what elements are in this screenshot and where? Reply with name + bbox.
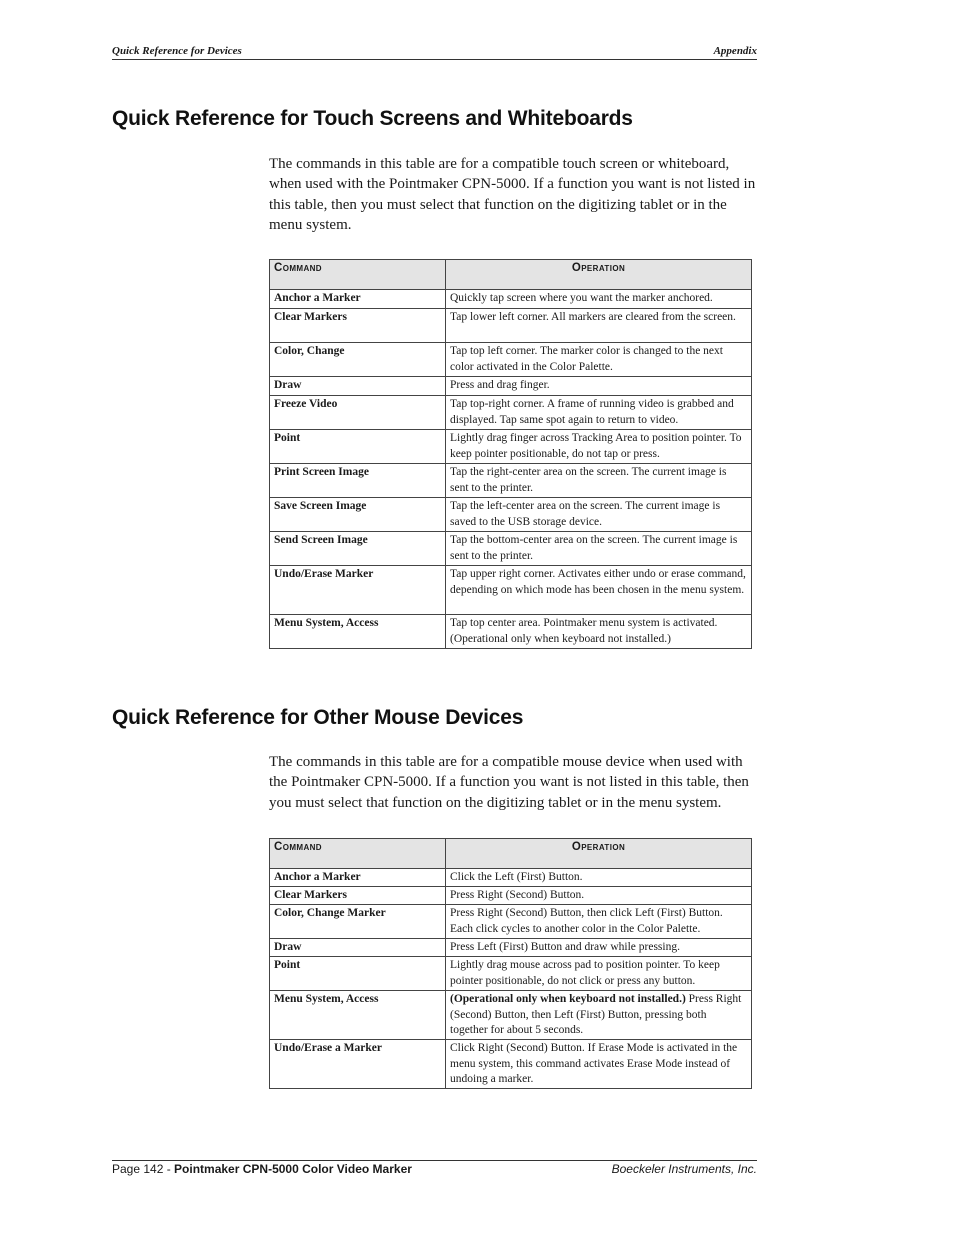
command-cell: Clear Markers [270,309,446,343]
table-row [270,290,752,309]
table-row [270,566,752,615]
table-row [270,377,752,396]
command-cell: Color, Change [270,343,446,377]
operation-cell: Tap the bottom-center area on the screen. The current image is sent to the printer. [446,532,752,566]
mouse-commands-table [269,838,752,1089]
table-row [270,464,752,498]
column-header-command: Command [270,260,446,290]
table-row [270,532,752,566]
section-title-touch-screens: Quick Reference for Touch Screens and Whiteboards [112,107,633,130]
command-cell: Anchor a Marker [270,290,446,309]
command-cell: Clear Markers [270,887,446,905]
running-header [112,43,757,60]
operation-cell: Press and drag finger. [446,377,752,396]
touch-screen-commands-table [269,259,752,649]
operation-cell: Tap lower left corner. All markers are cleared from the screen. [446,309,752,343]
operation-text: Press Right (Second) Button, then Left (First) Button, pressing both together for about 5 seconds. [450,993,742,1036]
table-row [270,343,752,377]
command-cell: Draw [270,377,446,396]
section-intro-touch-screens: The commands in this table are for a compatible touch screen or whiteboard, when used with the Pointmaker CPN-5000. If a function you want is not listed in this table, then you must select that function on the digitizing tablet or in the menu system. [269,156,756,233]
table-row [270,615,752,649]
section-intro-mouse-devices: The commands in this table are for a compatible mouse device when used with the Pointmaker CPN-5000. If a function you want is not listed in this table, then you must select that function on the digitizing tablet or in the menu system. [269,754,749,811]
table-row [270,1040,752,1089]
table-row [270,396,752,430]
command-cell: Freeze Video [270,396,446,430]
footer-page-info [112,1162,412,1176]
footer-company: Boeckeler Instruments, Inc. [611,1162,757,1176]
command-cell: Point [270,430,446,464]
footer-page-number: Page 142 - [112,1162,175,1176]
header-chapter: Appendix [713,45,757,57]
section-title-mouse-devices: Quick Reference for Other Mouse Devices [112,706,524,729]
operation-cell: Tap top left corner. The marker color is changed to the next color activated in the Color Palette. [446,343,752,377]
operation-cell [446,991,752,1040]
operation-cell: Click Right (Second) Button. If Erase Mode is activated in the menu system, this command activates Erase Mode instead of undoing a marker. [446,1040,752,1089]
command-cell: Send Screen Image [270,532,446,566]
table-row [270,309,752,343]
command-cell: Draw [270,939,446,957]
table-row [270,869,752,887]
operation-note-bold: (Operational only when keyboard not installed.) [450,993,686,1005]
header-section-title: Quick Reference for Devices [112,45,242,57]
table-row [270,498,752,532]
table-row [270,905,752,939]
footer-product-name: Pointmaker CPN-5000 Color Video Marker [174,1162,412,1176]
table-row [270,430,752,464]
operation-cell: Quickly tap screen where you want the marker anchored. [446,290,752,309]
operation-cell: Tap top center area. Pointmaker menu system is activated. (Operational only when keyboard not installed.) [446,615,752,649]
operation-cell: Click the Left (First) Button. [446,869,752,887]
table-row [270,991,752,1040]
table-row [270,887,752,905]
operation-cell: Lightly drag mouse across pad to position pointer. To keep pointer positionable, do not click or press any button. [446,957,752,991]
command-cell: Menu System, Access [270,615,446,649]
table-row [270,939,752,957]
table-row [270,957,752,991]
operation-cell: Press Right (Second) Button, then click Left (First) Button. Each click cycles to another color in the Color Palette. [446,905,752,939]
operation-cell: Tap top-right corner. A frame of running video is grabbed and displayed. Tap same spot again to return to video. [446,396,752,430]
command-cell: Color, Change Marker [270,905,446,939]
operation-cell: Press Left (First) Button and draw while pressing. [446,939,752,957]
command-cell: Undo/Erase a Marker [270,1040,446,1089]
command-cell: Menu System, Access [270,991,446,1040]
table-header-row [270,260,752,290]
column-header-command: Command [270,839,446,869]
command-cell: Point [270,957,446,991]
command-cell: Print Screen Image [270,464,446,498]
operation-cell: Tap the left-center area on the screen. The current image is saved to the USB storage device. [446,498,752,532]
operation-cell: Tap upper right corner. Activates either undo or erase command, depending on which mode has been chosen in the menu system. [446,566,752,615]
table-header-row [270,839,752,869]
command-cell: Save Screen Image [270,498,446,532]
operation-cell: Press Right (Second) Button. [446,887,752,905]
column-header-operation: Operation [446,260,752,290]
running-footer [112,1160,757,1176]
command-cell: Anchor a Marker [270,869,446,887]
column-header-operation: Operation [446,839,752,869]
command-cell: Undo/Erase Marker [270,566,446,615]
operation-cell: Tap the right-center area on the screen. The current image is sent to the printer. [446,464,752,498]
operation-cell: Lightly drag finger across Tracking Area to position pointer. To keep pointer positionable, do not tap or press. [446,430,752,464]
